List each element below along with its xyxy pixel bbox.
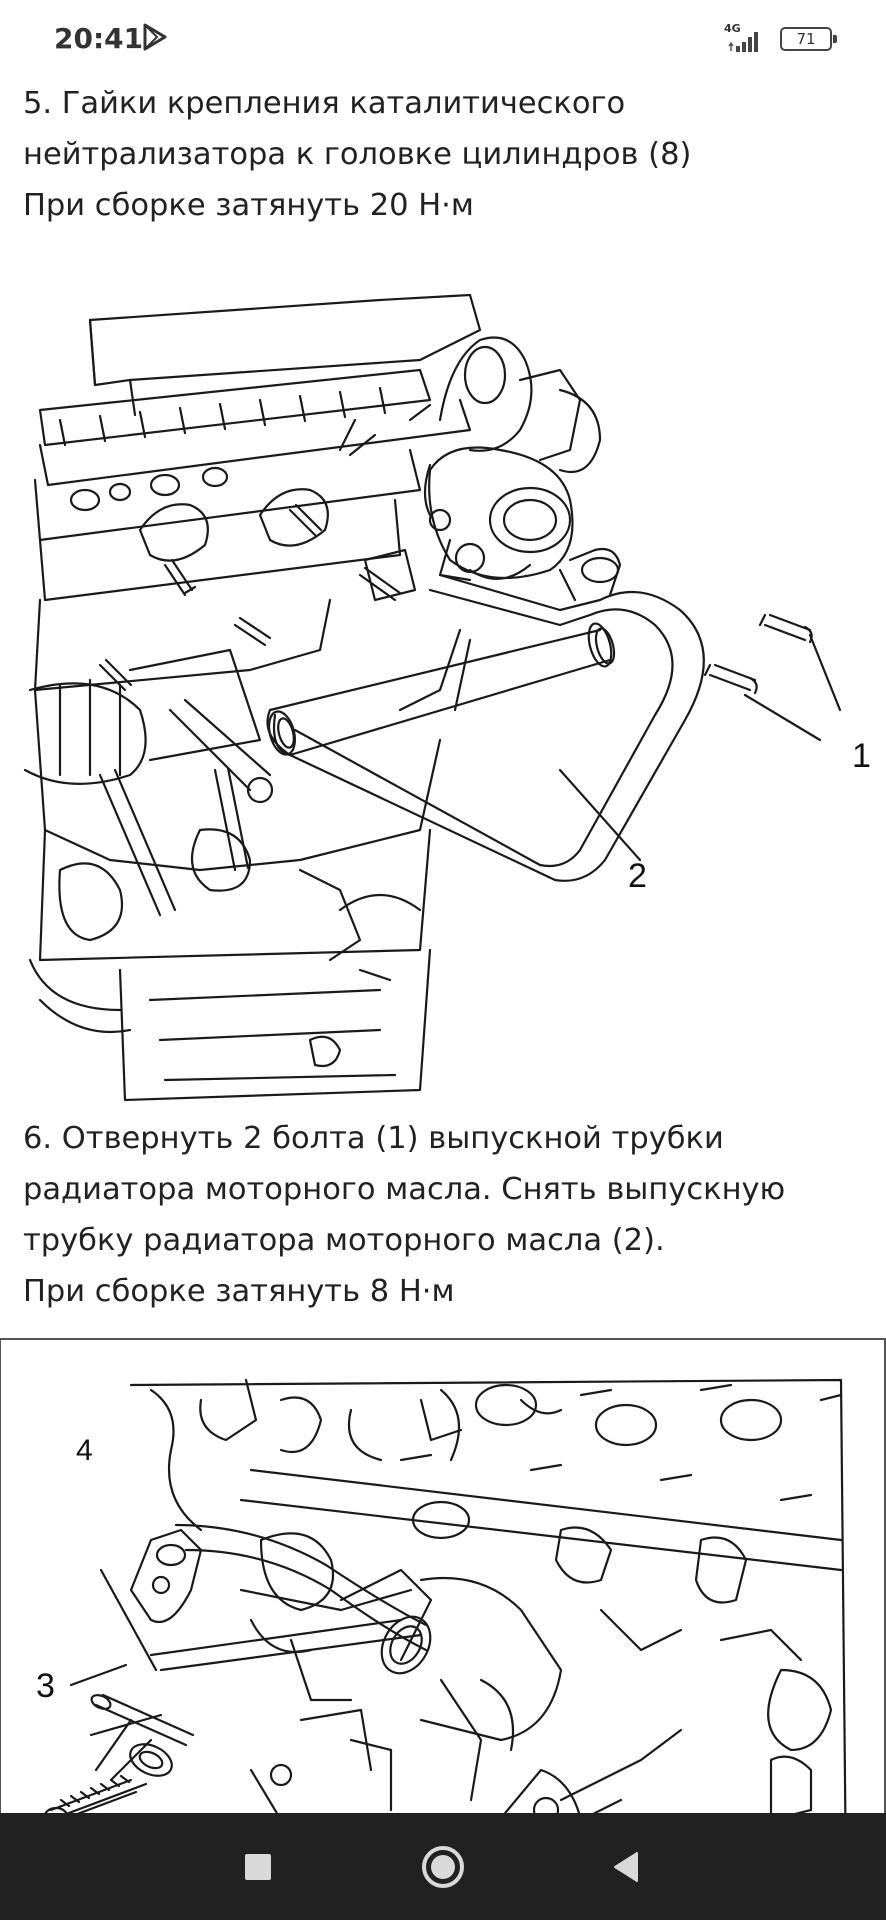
status-bar [0,0,886,78]
battery-level: 71 [796,30,816,48]
engine-diagram-2-drawing [1,1340,886,1813]
figure-1-callout-2: 2 [628,857,647,895]
step-6-line-2: радиатора моторного масла. Снять выпускную [23,1172,786,1207]
recent-apps-button[interactable] [230,1839,286,1895]
play-store-notification-icon [140,22,170,52]
engine-diagram-figure-2 [0,1338,886,1813]
signal-strength-icon [726,32,760,52]
figure-2-callout-3: 3 [36,1667,55,1705]
figure-1-callout-1: 1 [852,737,871,775]
battery-tip [833,35,837,43]
status-time: 20:41 [54,22,144,55]
back-icon [611,1851,641,1883]
step-6-line-4: При сборке затянуть 8 Н·м [23,1274,455,1309]
home-icon [421,1845,465,1889]
home-button[interactable] [415,1839,471,1895]
step-5-text [23,78,691,231]
engine-diagram-figure-1 [0,270,886,1160]
recent-apps-icon [243,1852,273,1882]
document-scroll-area[interactable] [0,78,886,1813]
battery-icon [780,27,832,51]
engine-diagram-1-drawing [0,270,886,1160]
step-6-text [23,1113,785,1317]
step-6-line-1: 6. Отвернуть 2 болта (1) выпускной трубки [23,1121,724,1156]
system-navigation-bar [0,1813,886,1920]
step-5-line-3: При сборке затянуть 20 Н·м [23,188,474,223]
step-5-line-1: 5. Гайки крепления каталитического [23,86,626,121]
step-6-line-3: трубку радиатора моторного масла (2). [23,1223,665,1258]
step-5-line-2: нейтрализатора к головке цилиндров (8) [23,137,692,172]
network-type-label: 4G [724,22,741,35]
back-button[interactable] [598,1839,654,1895]
figure-2-callout-4: 4 [76,1434,93,1467]
